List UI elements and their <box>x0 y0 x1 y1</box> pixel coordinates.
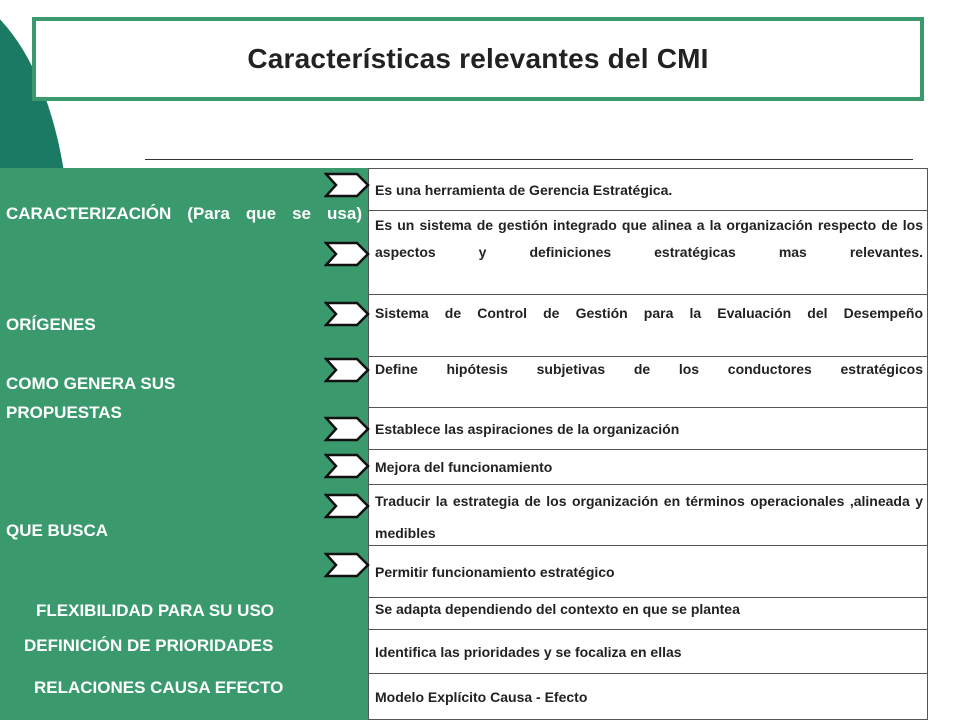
divider-line <box>145 159 913 160</box>
label-flexibilidad <box>0 597 368 629</box>
cmi-table <box>0 168 928 720</box>
item-text: Define hipótesis subjetivas de los conductores estratégicos <box>375 361 923 377</box>
label-como-genera <box>0 356 368 449</box>
item-text: Mejora del funcionamiento <box>375 459 553 475</box>
item-cell <box>368 407 928 449</box>
label-caracterizacion <box>0 168 368 294</box>
label-text: FLEXIBILIDAD PARA SU USO <box>36 601 275 620</box>
item-cell <box>368 484 928 545</box>
label-que-busca <box>0 449 368 597</box>
arrow-right-icon <box>324 172 370 198</box>
item-cell <box>368 545 928 597</box>
label-text: DEFINICIÓN DE PRIORIDADES <box>24 636 274 655</box>
item-text: Es una herramienta de Gerencia Estratégica. <box>375 181 673 198</box>
label-text: CARACTERIZACIÓN (Para que se usa) <box>6 204 362 223</box>
arrow-right-icon <box>324 453 370 479</box>
label-text: ORÍGENES <box>6 315 96 334</box>
item-text: Se adapta dependiendo del contexto en que se plantea <box>375 601 740 617</box>
item-text: Es un sistema de gestión integrado que alinea a la organización respecto de los aspectos y definiciones estratégicas mas relevantes. <box>375 217 923 260</box>
label-text: QUE BUSCA <box>6 521 109 540</box>
arrow-right-icon <box>324 241 370 267</box>
arrow-right-icon <box>324 357 370 383</box>
label-origenes <box>0 294 368 356</box>
item-text: Identifica las prioridades y se focaliza en ellas <box>375 643 682 660</box>
item-cell <box>368 294 928 356</box>
item-text: Sistema de Control de Gestión para la Evaluación del Desempeño <box>375 305 923 321</box>
item-cell <box>368 210 928 294</box>
item-text: Permitir funcionamiento estratégico <box>375 563 615 580</box>
arrow-right-icon <box>324 493 370 519</box>
item-text: Traducir la estrategia de los organización en términos operacionales ,alineada y medibles <box>375 493 923 541</box>
arrow-right-icon <box>324 552 370 578</box>
item-cell <box>368 673 928 720</box>
item-cell <box>368 597 928 629</box>
label-relaciones-causa-efecto <box>0 673 368 720</box>
label-definicion-prioridades <box>0 629 368 673</box>
title-box <box>32 17 924 101</box>
item-cell <box>368 168 928 210</box>
item-text: Establece las aspiraciones de la organización <box>375 420 680 437</box>
label-text: RELACIONES CAUSA EFECTO <box>34 678 284 697</box>
arrow-right-icon <box>324 301 370 327</box>
arrow-right-icon <box>324 416 370 442</box>
label-text: COMO GENERA SUS PROPUESTAS <box>6 374 176 422</box>
item-cell <box>368 356 928 407</box>
item-text: Modelo Explícito Causa - Efecto <box>375 688 588 705</box>
page-title: Características relevantes del CMI <box>247 43 709 74</box>
item-cell <box>368 449 928 484</box>
item-cell <box>368 629 928 673</box>
